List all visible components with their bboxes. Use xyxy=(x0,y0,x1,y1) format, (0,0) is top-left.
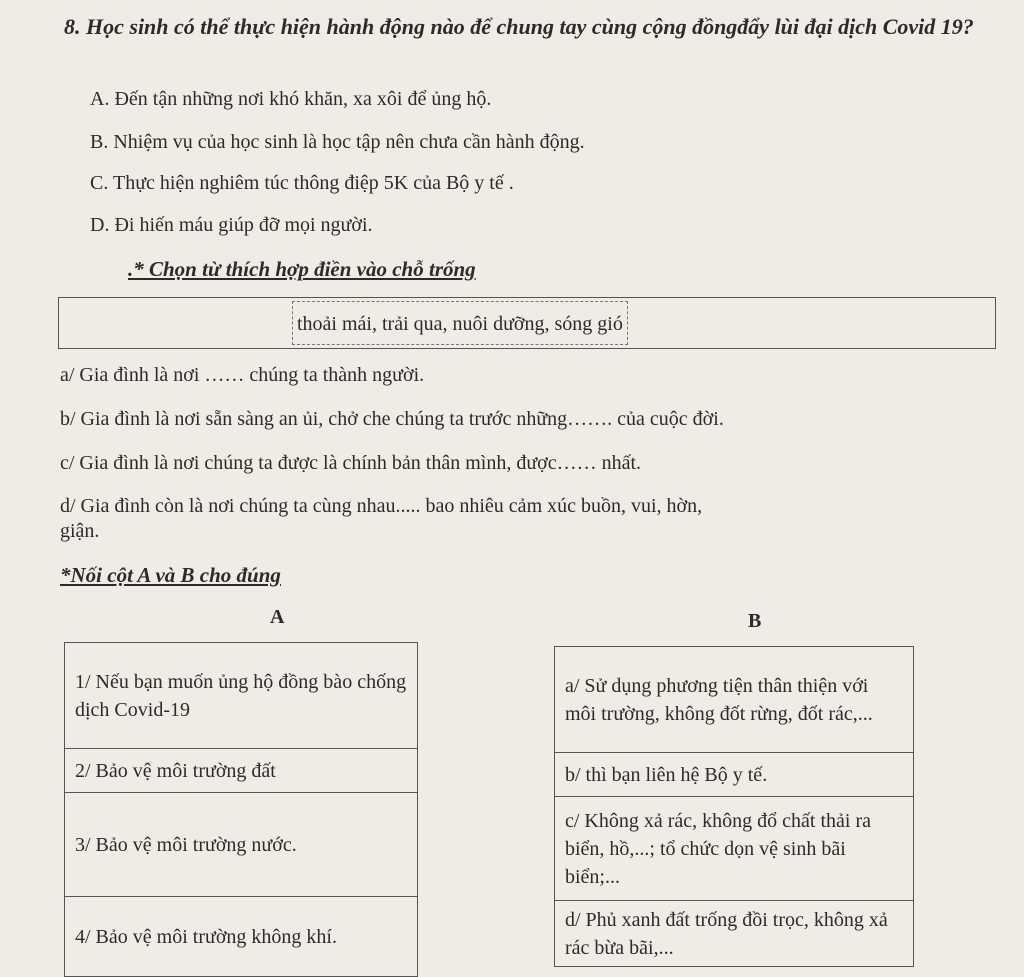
option-c: C. Thực hiện nghiêm túc thông điệp 5K của Bộ y tế . xyxy=(90,172,514,194)
option-a: A. Đến tận những nơi khó khăn, xa xôi để ủng hộ. xyxy=(90,88,492,110)
question-title: 8. Học sinh có thể thực hiện hành động nào để chung tay cùng cộng đồngđẩy lùi đại dịch Covid 19? xyxy=(64,14,974,39)
word-bank: thoải mái, trải qua, nuôi dưỡng, sóng gió xyxy=(292,301,628,345)
fill-sentence-c: c/ Gia đình là nơi chúng ta được là chính bản thân mình, được…… nhất. xyxy=(60,452,642,474)
fill-sentence-d: d/ Gia đình còn là nơi chúng ta cùng nhau..... bao nhiêu cảm xúc buồn, vui, hờn, xyxy=(60,495,703,517)
column-a-label: A xyxy=(270,606,285,628)
option-d: D. Đi hiến máu giúp đỡ mọi người. xyxy=(90,214,373,236)
column-b-label: B xyxy=(748,610,762,632)
column-a-item: 4/ Bảo vệ môi trường không khí. xyxy=(65,897,418,977)
column-b-item: a/ Sử dụng phương tiện thân thiện với môi trường, không đốt rừng, đốt rác,... xyxy=(555,647,914,753)
fill-sentence-b: b/ Gia đình là nơi sẵn sàng an ủi, chở che chúng ta trước những……. của cuộc đời. xyxy=(60,408,724,430)
column-b-table xyxy=(554,646,914,967)
column-a-item: 1/ Nếu bạn muốn ủng hộ đồng bào chống dịch Covid-19 xyxy=(65,643,418,749)
column-b-item: b/ thì bạn liên hệ Bộ y tế. xyxy=(555,753,914,797)
column-a-table xyxy=(64,642,418,977)
option-b: B. Nhiệm vụ của học sinh là học tập nên chưa cần hành động. xyxy=(90,131,585,153)
match-heading: *Nối cột A và B cho đúng xyxy=(60,563,281,587)
fill-sentence-a: a/ Gia đình là nơi …… chúng ta thành người. xyxy=(60,364,425,386)
fill-sentence-d-cont: giận. xyxy=(60,520,100,542)
column-a-item: 3/ Bảo vệ môi trường nước. xyxy=(65,793,418,897)
column-a-item: 2/ Bảo vệ môi trường đất xyxy=(65,749,418,793)
fill-heading: .* Chọn từ thích hợp điền vào chỗ trống xyxy=(128,257,476,281)
column-b-item: c/ Không xả rác, không đổ chất thải ra biển, hồ,...; tổ chức dọn vệ sinh bãi biển;... xyxy=(555,797,914,901)
column-b-item: d/ Phủ xanh đất trống đồi trọc, không xả rác bừa bãi,... xyxy=(555,901,914,967)
